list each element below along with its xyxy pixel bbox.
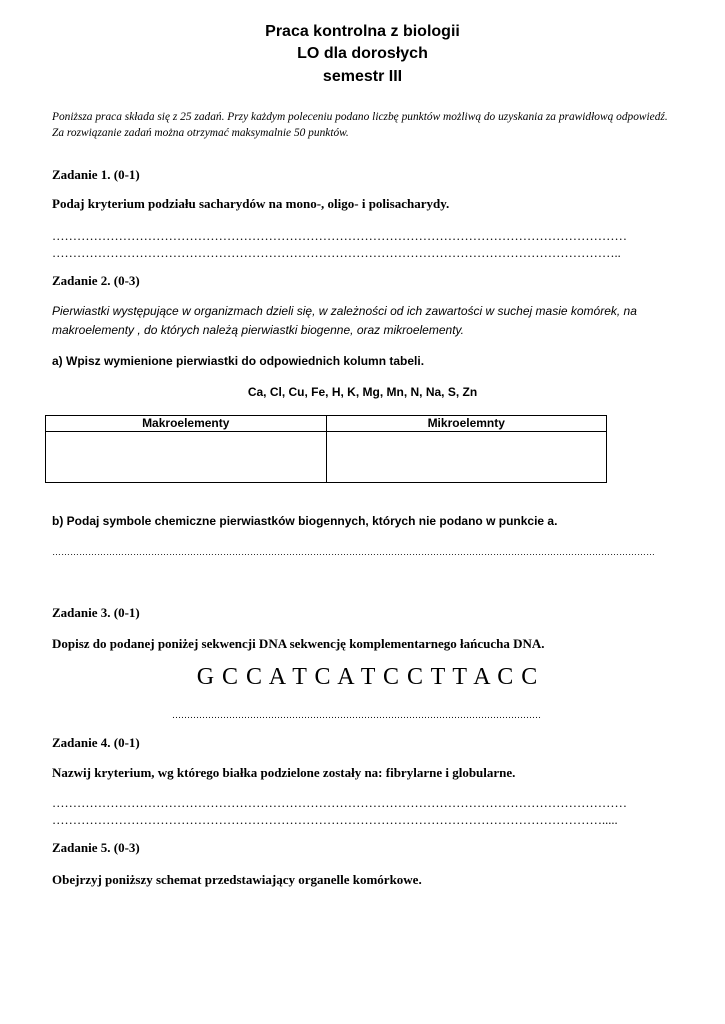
- intro-text: Poniższa praca składa się z 25 zadań. Przy każdym poleceniu podano liczbę punktów możliwą do uzyskania za prawidłową odpowiedź. Za rozwiązanie zadań można otrzymać maksymalnie 50 punktów.: [52, 111, 668, 139]
- task2-part-b: b) Podaj symbole chemiczne pierwiastków biogennych, których nie podano w punkcie a.: [52, 514, 558, 528]
- elements-list: Ca, Cl, Cu, Fe, H, K, Mg, Mn, N, Na, S, Zn: [247, 385, 478, 399]
- task1-question: Podaj kryterium podziału sacharydów na mono-, oligo- i polisacharydy.: [52, 196, 450, 211]
- task2-description: Pierwiastki występujące w organizmach dzieli się, w zależności od ich zawartości w suchej masie komórek, na makroelementy , do których należą pierwiastki biogenne, oraz mikroelementy.: [52, 304, 637, 337]
- table-header-row: [46, 416, 607, 432]
- document-title: Praca kontrolna z biologii: [265, 23, 460, 40]
- document-semester: semestr III: [322, 68, 403, 85]
- task1-answer-line-2[interactable]: ………………………………………………………………………………………………………………………..: [52, 246, 621, 260]
- task1-heading: Zadanie 1. (0-1): [52, 167, 140, 182]
- task3-answer-line[interactable]: ……………………………………………………………………………………………………………: [172, 710, 541, 720]
- dna-sequence: G C C A T C A T C C T T A C C: [196, 664, 539, 690]
- task4-heading: Zadanie 4. (0-1): [52, 735, 140, 750]
- task5-question: Obejrzyj poniższy schemat przedstawiający organelle komórkowe.: [52, 872, 422, 887]
- task2-heading: Zadanie 2. (0-3): [52, 273, 140, 288]
- task4-answer-line-2[interactable]: …………………………………………………………………………………………………………………….....: [52, 813, 618, 827]
- task4-question: Nazwij kryterium, wg którego białka podzielone zostały na: fibrylarne i globularne.: [52, 765, 516, 780]
- task2-part-a: a) Wpisz wymienione pierwiastki do odpowiednich kolumn tabeli.: [52, 354, 425, 368]
- task4-answer-line-1[interactable]: …………………………………………………………………………………………………………………………: [52, 796, 627, 810]
- task2-answer-line[interactable]: …………………………………………………………………………………………………………………………………………………………………………………: [52, 547, 655, 557]
- column-microelements: Mikroelemnty: [326, 416, 607, 432]
- column-macroelements: Makroelementy: [46, 416, 327, 432]
- task3-question: Dopisz do podanej poniżej sekwencji DNA sekwencję komplementarnego łańcucha DNA.: [52, 636, 545, 651]
- task1-answer-line-1[interactable]: …………………………………………………………………………………………………………………………: [52, 229, 627, 243]
- task3-heading: Zadanie 3. (0-1): [52, 605, 140, 620]
- microelements-answer-cell[interactable]: [326, 432, 607, 483]
- document-subtitle: LO dla dorosłych: [297, 45, 428, 62]
- task5-heading: Zadanie 5. (0-3): [52, 840, 140, 855]
- elements-table: [45, 415, 607, 483]
- table-answer-row: [46, 432, 607, 483]
- macroelements-answer-cell[interactable]: [46, 432, 327, 483]
